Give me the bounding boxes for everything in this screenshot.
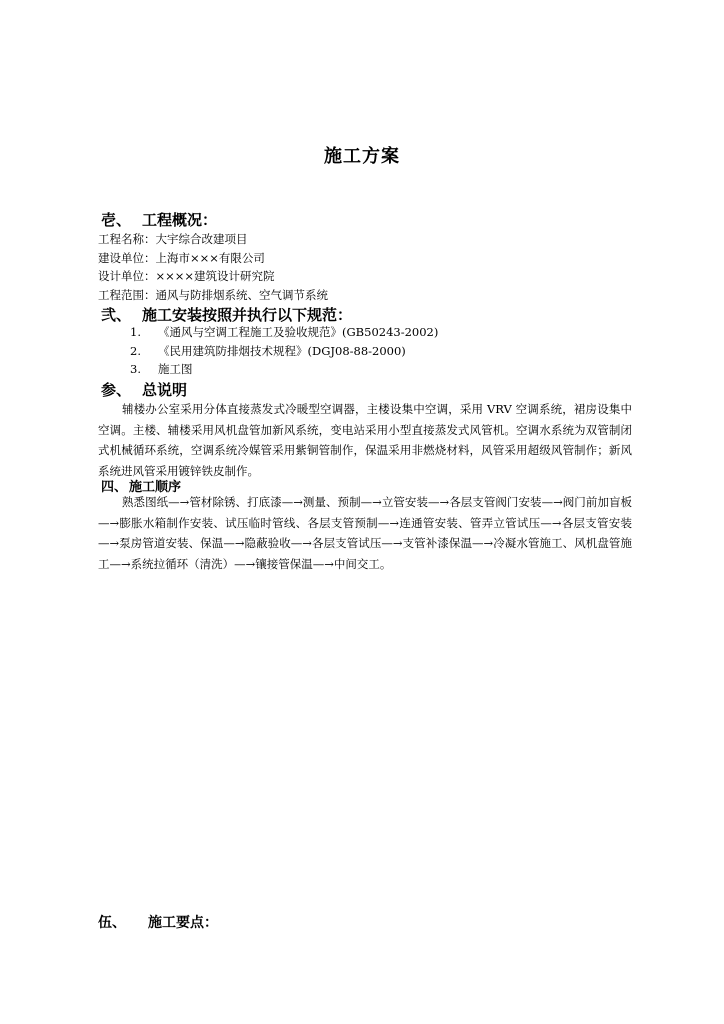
section1-number: 壱、 — [101, 211, 132, 229]
spec-item-2-text: 《民用建筑防排烟技术规程》(DGJ08-88-2000) — [158, 344, 406, 358]
section1-heading — [101, 209, 217, 230]
section4-number: 四、 — [101, 480, 128, 495]
scope-line: 工程范围：通风与防排烟系统、空气调节系统 — [98, 288, 328, 302]
construction-sequence: 熟悉图纸—→管材除锈、打底漆—→测量、预制—→立管安装—→各层支管阀门安装—→阀门前加盲板—→膨胀水箱制作安装、试压临时管线、各层支管预制—→连通管安装、管弄立管试压—→各层支管安装—→泵房管道安装、保温—→隐蔽验收—→各层支管试压—→支管补漆保温—→冷凝水管施工、风机盘管施工—→系统拉循环（清洗）—→镶接管保温—→中间交工。 — [98, 495, 632, 571]
document-title: 施工方案 — [324, 146, 400, 167]
builder-line: 建设单位：上海市×××有限公司 — [98, 251, 265, 265]
section1-title: 工程概况： — [142, 211, 218, 229]
spec-item-2-number: 2. — [130, 344, 141, 358]
section3-title: 总说明 — [142, 381, 188, 399]
section5-number: 伍、 — [98, 915, 126, 931]
section5-title: 施工要点： — [148, 915, 218, 931]
project-name-line: 工程名称：大宇综合改建项目 — [98, 232, 248, 246]
section5-heading — [98, 912, 218, 932]
spec-item-3 — [130, 361, 193, 377]
spec-item-1-number: 1. — [130, 325, 141, 339]
section2-heading — [101, 304, 352, 325]
section3-number: 参、 — [101, 381, 132, 399]
section3-heading — [101, 379, 187, 400]
designer-line: 设计单位：××××建筑设计研究院 — [98, 269, 275, 283]
spec-item-3-number: 3. — [130, 362, 141, 376]
spec-item-1-text: 《通风与空调工程施工及验收规范》(GB50243-2002) — [158, 325, 439, 339]
spec-item-2 — [130, 343, 406, 359]
section2-title: 施工安装按照并执行以下规范： — [142, 306, 353, 324]
general-description: 辅楼办公室采用分体直接蒸发式冷暖型空调器，主楼设集中空调，采用 VRV 空调系统，裙房设集中空调。主楼、辅楼采用风机盘管加新风系统，变电站采用小型直接蒸发式风管机。空调水系统为双管制闭式机械循环系统，空调系统冷媒管采用紫铜管制作，保温采用非燃烧材料，风管采用超级风管制作；新风系统进风管采用镀锌铁皮制作。 — [98, 402, 632, 478]
section2-number: 弐、 — [101, 306, 132, 324]
section4-title: 施工顺序 — [129, 480, 182, 495]
spec-item-3-text: 施工图 — [158, 362, 193, 376]
spec-item-1 — [130, 324, 438, 340]
